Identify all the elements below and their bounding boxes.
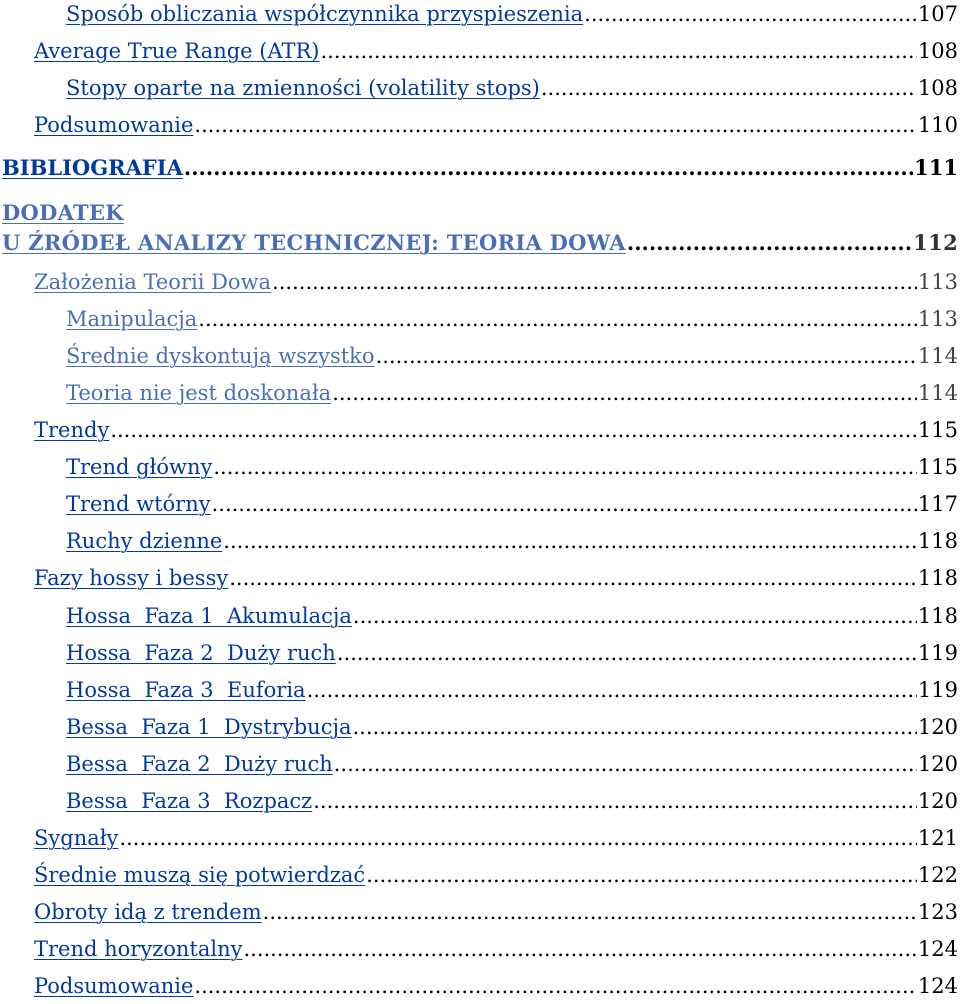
toc-page-number: 120 bbox=[917, 715, 958, 739]
toc-page-number: 118 bbox=[917, 566, 958, 590]
toc-entry-title[interactable]: Średnie muszą się potwierdzać bbox=[34, 863, 366, 887]
toc-entry-title[interactable]: BIBLIOGRAFIA bbox=[2, 155, 183, 180]
toc-page-number: 113 bbox=[917, 307, 958, 331]
toc-entry-chapter[interactable] bbox=[2, 155, 958, 180]
toc-leader-dots bbox=[353, 715, 917, 739]
toc-page-number: 108 bbox=[917, 76, 958, 100]
toc-entry[interactable] bbox=[66, 604, 958, 628]
toc-leader-dots bbox=[627, 230, 912, 255]
toc-entry[interactable] bbox=[66, 529, 958, 553]
toc-entry-title[interactable]: Hossa Faza 1 Akumulacja bbox=[66, 604, 352, 628]
toc-page-number: 120 bbox=[917, 789, 958, 813]
toc-entry-title[interactable]: Trendy bbox=[34, 418, 110, 442]
toc-page-number: 110 bbox=[917, 113, 958, 137]
toc-page-number: 114 bbox=[917, 344, 958, 368]
toc-entry[interactable] bbox=[34, 39, 958, 63]
toc-entry[interactable] bbox=[66, 344, 958, 368]
toc-entry[interactable] bbox=[66, 76, 958, 100]
toc-entry-title[interactable]: Hossa Faza 3 Euforia bbox=[66, 678, 306, 702]
toc-entry[interactable] bbox=[34, 566, 958, 590]
toc-leader-dots bbox=[184, 155, 913, 180]
toc-entry-title[interactable]: Stopy oparte na zmienności (volatility stops) bbox=[66, 76, 540, 100]
toc-entry-appendix-label[interactable] bbox=[2, 200, 958, 225]
toc-leader-dots bbox=[198, 307, 917, 331]
toc-leader-dots bbox=[334, 752, 917, 776]
toc-entry[interactable] bbox=[66, 307, 958, 331]
toc-page-number: 113 bbox=[917, 270, 958, 294]
toc-page-number: 115 bbox=[917, 455, 958, 479]
toc-entry[interactable] bbox=[34, 937, 958, 961]
toc-entry[interactable] bbox=[34, 113, 958, 137]
toc-entry-title[interactable]: Fazy hossy i bessy bbox=[34, 566, 229, 590]
toc-entry-appendix[interactable] bbox=[2, 230, 958, 255]
toc-leader-dots bbox=[541, 76, 917, 100]
toc-entry-title[interactable]: Trend wtórny bbox=[66, 492, 211, 516]
toc-page-number: 111 bbox=[914, 155, 958, 180]
toc-page-number: 124 bbox=[917, 974, 958, 998]
toc-entry[interactable] bbox=[34, 418, 958, 442]
toc-entry[interactable] bbox=[66, 641, 958, 665]
toc-entry[interactable] bbox=[66, 752, 958, 776]
toc-entry-title[interactable]: Założenia Teorii Dowa bbox=[34, 270, 272, 294]
toc-entry-title[interactable]: Średnie dyskontują wszystko bbox=[66, 344, 375, 368]
toc-page-number: 107 bbox=[917, 2, 958, 26]
toc-entry[interactable] bbox=[66, 2, 958, 26]
toc-page-number: 121 bbox=[917, 826, 958, 850]
toc-page-number: 122 bbox=[917, 863, 958, 887]
toc-leader-dots bbox=[194, 113, 917, 137]
toc-leader-dots bbox=[272, 270, 917, 294]
toc-leader-dots bbox=[110, 418, 917, 442]
toc-page-number: 119 bbox=[917, 641, 958, 665]
toc-entry-title[interactable]: Bessa Faza 1 Dystrybucja bbox=[66, 715, 352, 739]
toc-entry[interactable] bbox=[66, 455, 958, 479]
toc-leader-dots bbox=[366, 863, 917, 887]
toc-entry[interactable] bbox=[34, 900, 958, 924]
toc-entry-title[interactable]: Manipulacja bbox=[66, 307, 198, 331]
toc-entry-title[interactable]: U ŹRÓDEŁ ANALIZY TECHNICZNEJ: TEORIA DOWA bbox=[2, 230, 626, 255]
toc-entry-title[interactable]: Sygnały bbox=[34, 826, 119, 850]
toc-entry[interactable] bbox=[34, 863, 958, 887]
toc-entry-title[interactable]: DODATEK bbox=[2, 200, 124, 225]
toc-entry-title[interactable]: Bessa Faza 2 Duży ruch bbox=[66, 752, 333, 776]
toc-entry-title[interactable]: Podsumowanie bbox=[34, 974, 194, 998]
toc-entry-title[interactable]: Teoria nie jest doskonała bbox=[66, 381, 332, 405]
toc-entry-title[interactable]: Bessa Faza 3 Rozpacz bbox=[66, 789, 313, 813]
toc-leader-dots bbox=[584, 2, 917, 26]
toc-leader-dots bbox=[337, 641, 917, 665]
toc-leader-dots bbox=[307, 678, 917, 702]
toc-entry[interactable] bbox=[34, 974, 958, 998]
toc-entry-title[interactable]: Hossa Faza 2 Duży ruch bbox=[66, 641, 336, 665]
toc-page-number: 120 bbox=[917, 752, 958, 776]
toc-leader-dots bbox=[332, 381, 917, 405]
toc-leader-dots bbox=[263, 900, 917, 924]
toc-leader-dots bbox=[353, 604, 917, 628]
toc-page-number: 123 bbox=[917, 900, 958, 924]
toc-leader-dots bbox=[212, 492, 917, 516]
toc-entry-title[interactable]: Trend główny bbox=[66, 455, 213, 479]
toc-page-number: 124 bbox=[917, 937, 958, 961]
toc-entry[interactable] bbox=[34, 270, 958, 294]
toc-page-number: 119 bbox=[917, 678, 958, 702]
toc-page-number: 118 bbox=[917, 529, 958, 553]
toc-entry-title[interactable]: Sposób obliczania współczynnika przyspieszenia bbox=[66, 2, 584, 26]
toc-entry[interactable] bbox=[66, 492, 958, 516]
toc-entry-title[interactable]: Obroty idą z trendem bbox=[34, 900, 262, 924]
toc-leader-dots bbox=[213, 455, 917, 479]
toc-leader-dots bbox=[313, 789, 917, 813]
toc-entry[interactable] bbox=[66, 715, 958, 739]
toc-leader-dots bbox=[376, 344, 917, 368]
toc-entry[interactable] bbox=[66, 789, 958, 813]
toc-entry-title[interactable]: Ruchy dzienne bbox=[66, 529, 223, 553]
toc-page-number: 118 bbox=[917, 604, 958, 628]
toc-page-number: 115 bbox=[917, 418, 958, 442]
toc-entry[interactable] bbox=[66, 381, 958, 405]
toc-entry[interactable] bbox=[34, 826, 958, 850]
toc-page-number: 114 bbox=[917, 381, 958, 405]
toc-entry-title[interactable]: Trend horyzontalny bbox=[34, 937, 243, 961]
toc-entry[interactable] bbox=[66, 678, 958, 702]
toc-leader-dots bbox=[243, 937, 916, 961]
toc-page-number: 112 bbox=[913, 230, 958, 255]
toc-leader-dots bbox=[119, 826, 916, 850]
toc-leader-dots bbox=[229, 566, 917, 590]
toc-entry-title[interactable]: Podsumowanie bbox=[34, 113, 194, 137]
toc-leader-dots bbox=[194, 974, 917, 998]
toc-leader-dots bbox=[321, 39, 917, 63]
toc-leader-dots bbox=[223, 529, 917, 553]
toc-entry-title[interactable]: Average True Range (ATR) bbox=[34, 39, 320, 63]
toc-page-number: 117 bbox=[917, 492, 958, 516]
toc-page-number: 108 bbox=[917, 39, 958, 63]
